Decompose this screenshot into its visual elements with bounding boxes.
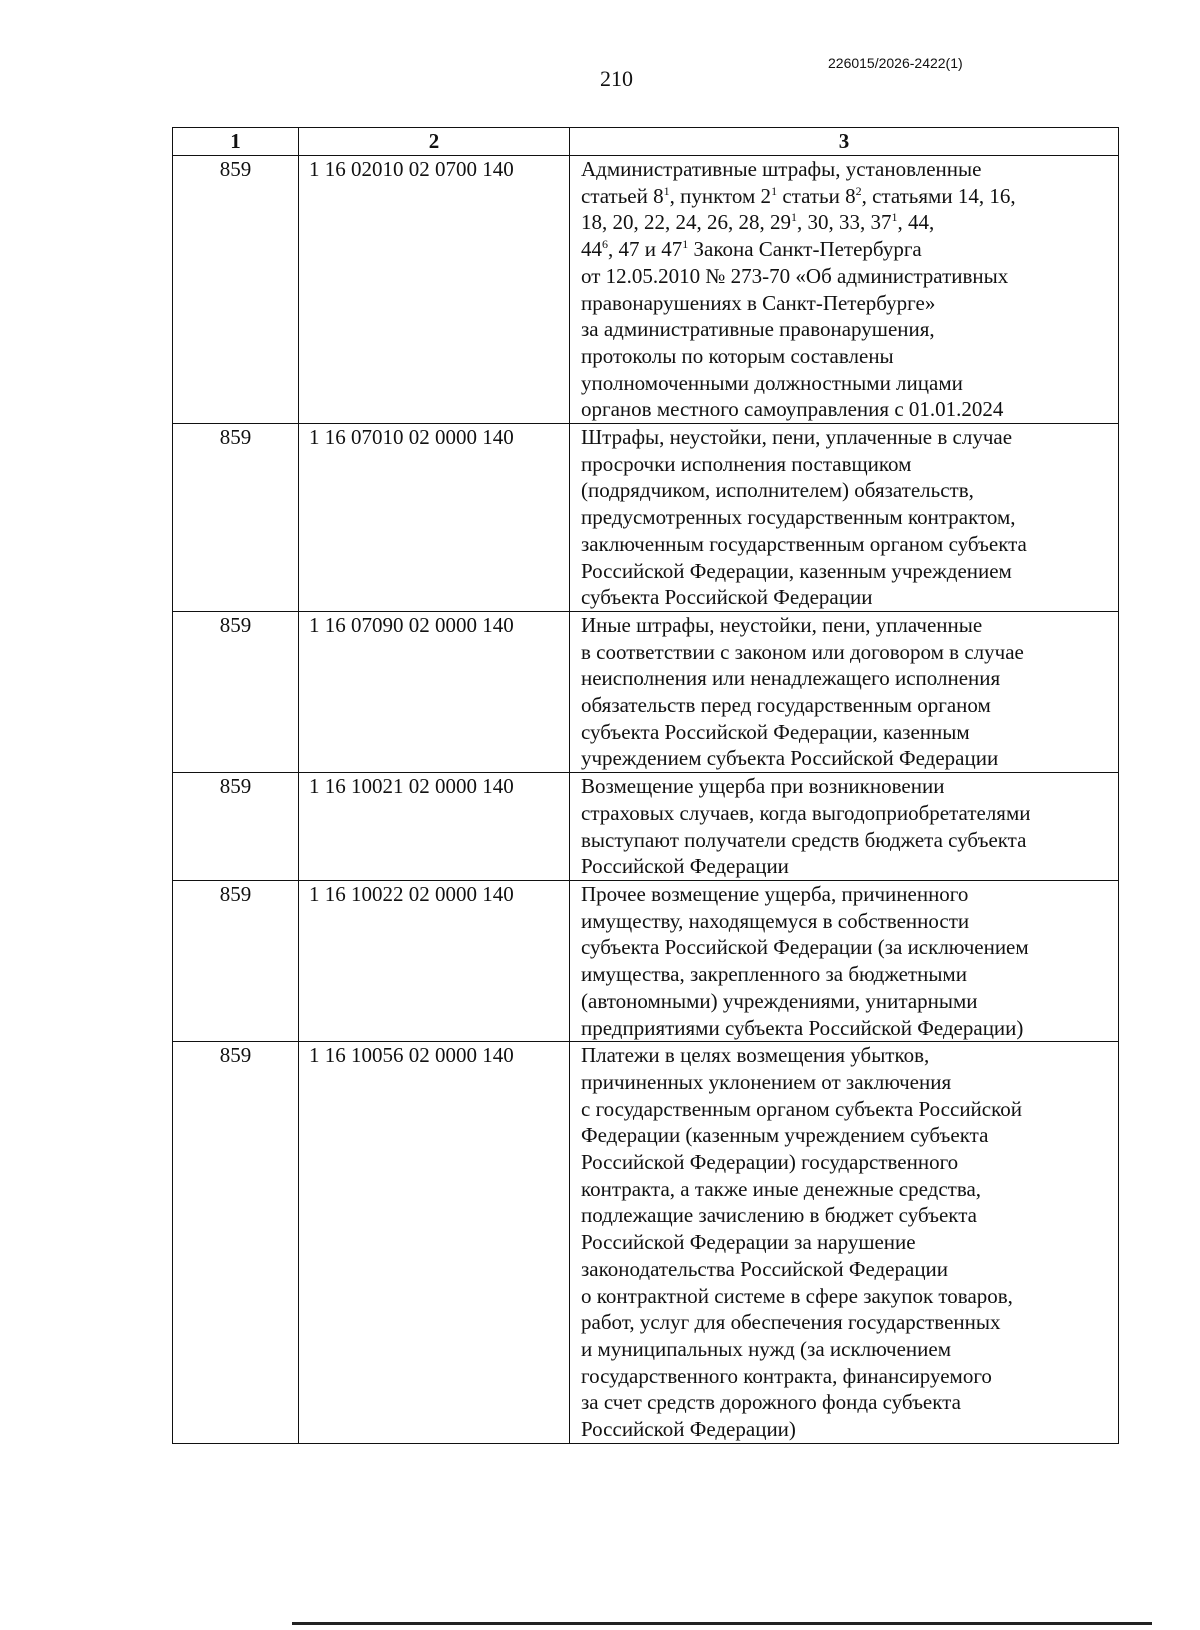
description-line: обязательств перед государственным органом [581, 693, 991, 718]
description-line: уполномоченными должностными лицами [581, 370, 963, 395]
description-line: Российской Федерации, казенным учреждением [581, 558, 1012, 583]
description-line: Прочее возмещение ущерба, причиненного [581, 881, 969, 906]
column-header-3: 3 [570, 128, 1119, 156]
description-line: с государственным органом субъекта Российской [581, 1096, 1022, 1121]
column-header-1: 1 [173, 128, 299, 156]
description-line: контракта, а также иные денежные средства, [581, 1176, 982, 1201]
revenue-description-cell [570, 156, 1119, 424]
table-row [173, 1042, 1119, 1444]
column-header-2: 2 [299, 128, 570, 156]
description-line: работ, услуг для обеспечения государственных [581, 1310, 1001, 1335]
description-line: предприятиями субъекта Российской Федерации) [581, 1015, 1024, 1040]
table-row [173, 880, 1119, 1041]
description-line: неисполнения или ненадлежащего исполнения [581, 666, 1001, 691]
description-line: Российской Федерации за нарушение [581, 1230, 916, 1255]
description-line: Федерации (казенным учреждением субъекта [581, 1123, 989, 1148]
budget-code-cell: 1 16 10022 02 0000 140 [299, 880, 570, 1041]
description-line: Административные штрафы, установленные [581, 157, 982, 181]
budget-code-cell: 1 16 07090 02 0000 140 [299, 611, 570, 772]
description-line: заключенным государственным органом субъекта [581, 531, 1027, 556]
description-line: имуществу, находящемуся в собственности [581, 908, 970, 933]
description-line: причиненных уклонением от заключения [581, 1069, 952, 1094]
description-line: за административные правонарушения, [581, 317, 935, 342]
description-line: Российской Федерации) [581, 1417, 796, 1442]
description-line: за счет средств дорожного фонда субъекта [581, 1390, 961, 1415]
description-line: Платежи в целях возмещения убытков, [581, 1043, 930, 1068]
description-line: от 12.05.2010 № 273-70 «Об административных [581, 263, 1009, 288]
description-line: 18, 20, 22, 24, 26, 28, $29^1$, 30, 33, $37^1$, 44, [581, 210, 935, 235]
revenue-description-cell [570, 880, 1119, 1041]
description-line: учреждением субъекта Российской Федерации [581, 746, 999, 771]
description-line: Штрафы, неустойки, пени, уплаченные в случае [581, 425, 1013, 450]
description-line: субъекта Российской Федерации [581, 585, 873, 610]
description-line: предусмотренных государственным контрактом, [581, 505, 1016, 530]
budget-code-cell: 1 16 02010 02 0700 140 [299, 156, 570, 424]
budget-code-cell: 1 16 10056 02 0000 140 [299, 1042, 570, 1444]
budget-revenue-table [172, 127, 1119, 1444]
page-number: 210 [600, 66, 633, 91]
revenue-description-cell [570, 773, 1119, 881]
admin-code-cell: 859 [173, 1042, 299, 1444]
table-header-row [173, 128, 1119, 156]
description-line: государственного контракта, финансируемого [581, 1363, 992, 1388]
description-line: Российской Федерации) государственного [581, 1150, 959, 1175]
description-line: в соответствии с законом или договором в случае [581, 639, 1024, 664]
description-line: субъекта Российской Федерации, казенным [581, 719, 970, 744]
table-row [173, 773, 1119, 881]
admin-code-cell: 859 [173, 156, 299, 424]
revenue-description-cell [570, 1042, 1119, 1444]
description-line: имущества, закрепленного за бюджетными [581, 962, 967, 987]
description-line: органов местного самоуправления с 01.01.2024 [581, 397, 1004, 422]
table-row [173, 611, 1119, 772]
description-line: Иные штрафы, неустойки, пени, уплаченные [581, 612, 983, 637]
document-code: 226015/2026-2422(1) [828, 55, 963, 71]
admin-code-cell: 859 [173, 773, 299, 881]
description-line: просрочки исполнения поставщиком [581, 451, 912, 476]
description-line: субъекта Российской Федерации (за исключением [581, 935, 1029, 960]
description-line: и муниципальных нужд (за исключением [581, 1336, 951, 1361]
table-body [173, 156, 1119, 1444]
table-row [173, 156, 1119, 424]
revenue-description-cell [570, 424, 1119, 612]
description-line: статьей $8^1$, пунктом $2^1$ статьи $8^2$, статьями 14, 16, [581, 183, 1016, 208]
table-row [173, 424, 1119, 612]
description-line: правонарушениях в Санкт-Петербурге» [581, 290, 936, 315]
description-line: законодательства Российской Федерации [581, 1256, 949, 1281]
budget-code-cell: 1 16 07010 02 0000 140 [299, 424, 570, 612]
description-line: подлежащие зачислению в бюджет субъекта [581, 1203, 977, 1228]
description-line: Возмещение ущерба при возникновении [581, 774, 945, 799]
description-line: протоколы по которым составлены [581, 343, 894, 368]
description-line: Российской Федерации [581, 854, 789, 879]
revenue-description-cell [570, 611, 1119, 772]
footer-rule [292, 1622, 1152, 1625]
description-line: (автономными) учреждениями, унитарными [581, 988, 978, 1013]
admin-code-cell: 859 [173, 611, 299, 772]
description-line: $44^6$, 47 и $47^1$ Закона Санкт-Петербурга [581, 237, 922, 262]
description-line: о контрактной системе в сфере закупок товаров, [581, 1283, 1013, 1308]
admin-code-cell: 859 [173, 880, 299, 1041]
budget-code-cell: 1 16 10021 02 0000 140 [299, 773, 570, 881]
admin-code-cell: 859 [173, 424, 299, 612]
description-line: страховых случаев, когда выгодоприобретателями [581, 800, 1031, 825]
description-line: (подрядчиком, исполнителем) обязательств, [581, 478, 974, 503]
description-line: выступают получатели средств бюджета субъекта [581, 827, 1027, 852]
